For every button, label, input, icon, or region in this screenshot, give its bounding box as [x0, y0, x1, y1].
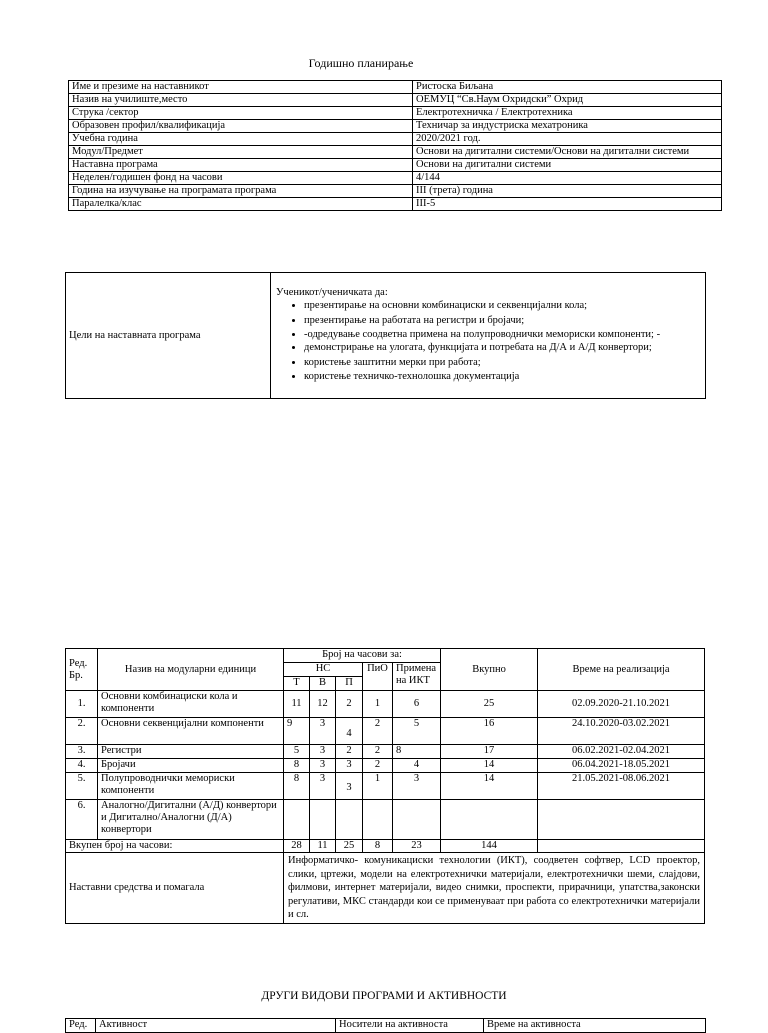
cell-num: 6.	[66, 800, 98, 840]
table-row	[66, 800, 705, 840]
header-t: Т	[284, 677, 310, 691]
cell-name: Аналогно/Дигитални (А/Д) конвертори и Дигитално/Аналогни (Д/А) конвертори	[98, 800, 284, 840]
cell-v	[310, 800, 336, 840]
cell-name: Регистри	[98, 745, 284, 759]
info-row	[69, 133, 722, 146]
header-v: В	[310, 677, 336, 691]
goal-item: • користење заштитни мерки при работа;	[304, 356, 702, 371]
cell-total: 17	[441, 745, 538, 759]
info-row	[69, 120, 722, 133]
info-row	[69, 172, 722, 185]
info-row	[69, 107, 722, 120]
total-pio: 8	[363, 840, 393, 853]
table-row	[66, 773, 705, 800]
cell-t: 11	[284, 691, 310, 718]
cell-name: Полупроводнички мемориски компоненти	[98, 773, 284, 800]
info-value: III (трета) година	[413, 185, 722, 198]
cell-total: 14	[441, 759, 538, 773]
cell-t: 8	[284, 759, 310, 773]
total-all: 144	[441, 840, 538, 853]
cell-time: 06.04.2021-18.05.2021	[538, 759, 705, 773]
total-ikt: 23	[393, 840, 441, 853]
cell-ikt: 6	[393, 691, 441, 718]
info-table	[68, 80, 722, 211]
cell-time	[538, 800, 705, 840]
table-row	[66, 759, 705, 773]
cell-total	[441, 800, 538, 840]
cell-name: Бројачи	[98, 759, 284, 773]
goals-table	[65, 272, 706, 399]
cell-t: 5	[284, 745, 310, 759]
cell-time: 24.10.2020-03.02.2021	[538, 718, 705, 745]
cell-pio: 1	[363, 773, 393, 800]
cell-pio	[363, 800, 393, 840]
cell-t: 9	[284, 718, 310, 745]
cell-num: 1.	[66, 691, 98, 718]
cell-p: 3	[336, 759, 363, 773]
info-value: Ристоска Биљана	[413, 81, 722, 94]
info-row	[69, 94, 722, 107]
cell-t	[284, 800, 310, 840]
info-row	[69, 159, 722, 172]
header-ikt: Примена на ИКТ	[393, 663, 441, 691]
cell-v: 3	[310, 718, 336, 745]
resources-label: Наставни средства и помагала	[66, 853, 284, 924]
cell-ikt: 3	[393, 773, 441, 800]
info-value: Основи на дигитални системи/Основи на дигитални системи	[413, 146, 722, 159]
total-v: 11	[310, 840, 336, 853]
cell-ikt	[393, 800, 441, 840]
info-value: Електротехничка / Електротехника	[413, 107, 722, 120]
goal-item: • презентирање на работата на регистри и бројачи;	[304, 314, 702, 329]
cell-p: 4	[336, 718, 363, 745]
resources-row	[66, 853, 705, 924]
cell-time: 02.09.2020-21.10.2021	[538, 691, 705, 718]
cell-name: Основни секвенцијални компоненти	[98, 718, 284, 745]
cell-v: 3	[310, 773, 336, 800]
info-row	[69, 185, 722, 198]
info-label: Образовен профил/квалификација	[69, 120, 413, 133]
info-label: Паралелка/клас	[69, 198, 413, 211]
modules-table	[65, 648, 705, 924]
cell-pio: 2	[363, 718, 393, 745]
page-title: Годишно планирање	[308, 56, 414, 70]
cell-num: 2.	[66, 718, 98, 745]
cell-pio: 2	[363, 745, 393, 759]
other-header-activity: Активност	[96, 1019, 336, 1033]
cell-total: 16	[441, 718, 538, 745]
other-header-num: Ред.	[66, 1019, 96, 1033]
cell-num: 3.	[66, 745, 98, 759]
cell-ikt: 4	[393, 759, 441, 773]
info-label: Година на изучување на програмата програма	[69, 185, 413, 198]
header-total: Вкупно	[441, 649, 538, 691]
cell-t: 8	[284, 773, 310, 800]
header-p: П	[336, 677, 363, 691]
info-label: Неделен/годишен фонд на часови	[69, 172, 413, 185]
info-row	[69, 81, 722, 94]
cell-ikt: 8	[393, 745, 441, 759]
info-label: Наставна програма	[69, 159, 413, 172]
other-programs-title: ДРУГИ ВИДОВИ ПРОГРАМИ И АКТИВНОСТИ	[261, 990, 507, 1002]
header-time: Време на реализација	[538, 649, 705, 691]
info-value: 4/144	[413, 172, 722, 185]
header-hours: Број на часови за:	[284, 649, 441, 663]
cell-time: 21.05.2021-08.06.2021	[538, 773, 705, 800]
totals-row	[66, 840, 705, 853]
info-label: Назив на училиште,место	[69, 94, 413, 107]
header-pio: ПиО	[363, 663, 393, 691]
goal-item: • демонстрирање на улогата, функцијата и потребата на Д/А и А/Д конвертори;	[304, 341, 702, 356]
info-row	[69, 198, 722, 211]
info-value: Техничар за индустриска мехатроника	[413, 120, 722, 133]
other-programs-table	[65, 1018, 706, 1033]
cell-name: Основни комбинациски кола и компоненти	[98, 691, 284, 718]
header-num: Ред. Бр.	[66, 649, 98, 691]
goals-list	[276, 299, 702, 383]
cell-v: 3	[310, 745, 336, 759]
info-value: III-5	[413, 198, 722, 211]
info-value: Основи на дигитални системи	[413, 159, 722, 172]
info-label: Модул/Предмет	[69, 146, 413, 159]
cell-total: 25	[441, 691, 538, 718]
info-label: Име и презиме на наставникот	[69, 81, 413, 94]
info-value: 2020/2021 год.	[413, 133, 722, 146]
cell-p	[336, 800, 363, 840]
table-row	[66, 745, 705, 759]
resources-text: Информатичко- комуникациски технологии (ИКТ), соодветен софтвер, LCD проектор, слики, цртежи, модели на електротехнички материјали, електротехнички шеми, слајдови, филмови, интернет материјали, видео снимки, проспекти, прирачници, упатства,законски регулативи, МКС стандарди кои се применуваат при работа со електротехнички материјали и сл.	[284, 853, 705, 924]
cell-v: 3	[310, 759, 336, 773]
total-p: 25	[336, 840, 363, 853]
cell-total: 14	[441, 773, 538, 800]
table-row	[66, 691, 705, 718]
cell-v: 12	[310, 691, 336, 718]
goal-item: • користење техничко-технолошка документација	[304, 370, 702, 383]
goals-label: Цели на наставната програма	[66, 273, 271, 399]
cell-time: 06.02.2021-02.04.2021	[538, 745, 705, 759]
totals-label: Вкупен број на часови:	[66, 840, 284, 853]
header-name: Назив на модуларни единици	[98, 649, 284, 691]
cell-p: 2	[336, 691, 363, 718]
cell-num: 5.	[66, 773, 98, 800]
cell-ikt: 5	[393, 718, 441, 745]
info-label: Учебна година	[69, 133, 413, 146]
cell-p: 3	[336, 773, 363, 800]
table-row	[66, 718, 705, 745]
cell-num: 4.	[66, 759, 98, 773]
total-t: 28	[284, 840, 310, 853]
info-value: ОЕМУЦ “Св.Наум Охридски” Охрид	[413, 94, 722, 107]
cell-pio: 2	[363, 759, 393, 773]
goals-intro: Ученикот/ученичката да:	[276, 287, 388, 298]
goal-item: • -одредување соодветна примена на полупроводнички мемориски компоненти; -	[304, 328, 702, 341]
other-header-time: Време на активноста	[484, 1019, 706, 1033]
header-ns: НС	[284, 663, 363, 677]
cell-pio: 1	[363, 691, 393, 718]
info-label: Струка /сектор	[69, 107, 413, 120]
goal-item: • презентирање на основни комбинациски и секвенцијални кола;	[304, 299, 702, 314]
other-header-holders: Носители на активноста	[336, 1019, 484, 1033]
info-row	[69, 146, 722, 159]
cell-p: 2	[336, 745, 363, 759]
